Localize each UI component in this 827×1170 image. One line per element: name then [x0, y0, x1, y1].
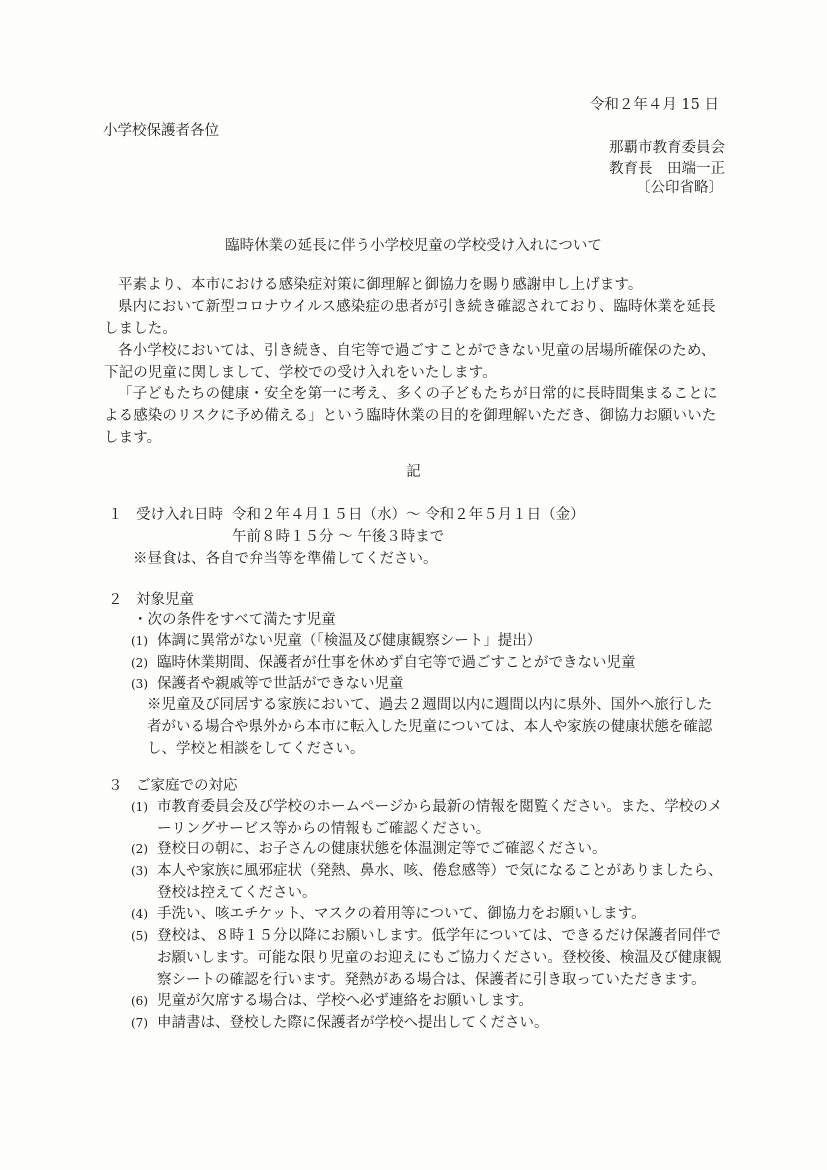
- section-3-item-number: (7): [131, 1016, 148, 1030]
- section-2-item-text: 保護者や親戚等で世話ができない児童: [157, 676, 404, 692]
- intro-paragraph-3: 各小学校においては、引き続き、自宅等で過ごすことができない児童の居場所確保のため、下記の児童に関しまして、学校での受け入れをいたします。: [104, 343, 716, 381]
- section-2-item-number: (3): [131, 677, 148, 691]
- intro-paragraph-4: 「子どもたちの健康・安全を第一に考え、多くの子どもたちが日常的に長時間集まることによる感染のリスクに予め備える」という臨時休業の目的を御理解いただき、御協力お願いいたします。: [104, 386, 718, 446]
- section-2-number: ２: [108, 592, 123, 608]
- ki-marker: 記: [406, 464, 421, 480]
- sender-name: 教育長 田端一正: [609, 161, 725, 177]
- section-1-times: 午前８時１５分 ～ 午後３時まで: [232, 529, 445, 545]
- section-3-item-number: (6): [131, 994, 148, 1008]
- section-3-item-text: 登校は、８時１５分以降にお願いします。低学年については、できるだけ保護者同伴でお願いします。可能な限り児童のお迎えにもご協力ください。登校後、検温及び健康観察シートの確認を行います。発熱がある場合は、保護者に引き取っていただきます。: [157, 928, 722, 988]
- section-3-item-number: (1): [131, 800, 148, 814]
- section-1-dates: 令和２年４月１５日（水）～ 令和２年５月１日（金）: [232, 507, 585, 523]
- section-3-item-number: (2): [131, 842, 148, 856]
- section-3-number: ３: [108, 778, 123, 794]
- section-3-item-text: 本人や家族に風邪症状（発熱、鼻水、咳、倦怠感等）で気になることがありましたら、登校は控えてください。: [157, 863, 723, 901]
- section-3-item-number: (5): [131, 929, 148, 943]
- section-2-lead: ・次の条件をすべて満たす児童: [133, 612, 336, 628]
- section-1-number: １: [108, 507, 123, 523]
- section-2-item-text: 臨時休業期間、保護者が仕事を休めず自宅等で過ごすことができない児童: [157, 655, 636, 671]
- section-2-item-number: (2): [131, 656, 148, 670]
- section-3-item-number: (4): [131, 907, 148, 921]
- intro-paragraph-1: 平素より、本市における感染症対策に御理解と御協力を賜り感謝申し上げます。: [118, 277, 643, 293]
- document-date: 令和２年４月 15 日: [589, 97, 719, 113]
- section-3-item-number: (3): [131, 864, 148, 878]
- document-title: 臨時休業の延長に伴う小学校児童の学校受け入れについて: [225, 238, 602, 254]
- section-2-item-number: (1): [131, 634, 148, 648]
- section-3-item-text: 登校日の朝に、お子さんの健康状態を体温測定等でご確認ください。: [157, 841, 607, 857]
- seal-note: 〔公印省略〕: [636, 180, 723, 196]
- section-2-item-text: 体調に異常がない児童（「検温及び健康観察シート」提出）: [157, 633, 542, 649]
- section-3-item-text: 市教育委員会及び学校のホームページから最新の情報を閲覧ください。また、学校のメーリングサービス等からの情報もご確認ください。: [157, 799, 723, 837]
- section-3-item-text: 手洗い、咳エチケット、マスクの着用等について、御協力をお願いします。: [157, 906, 646, 922]
- section-3-label: ご家庭での対応: [136, 778, 238, 794]
- section-1-label: 受け入れ日時: [136, 507, 223, 523]
- section-1-note: ※昼食は、各自で弁当等を準備してください。: [133, 551, 438, 567]
- section-2-note: ※児童及び同居する家族において、過去２週間以内に週間以内に県外、国外へ旅行した者がいる場合や県外から本市に転入した児童については、本人や家族の健康状態を確認し、学校と相談をしてください。: [147, 697, 713, 757]
- section-2-label: 対象児童: [136, 592, 194, 608]
- sender-organization: 那覇市教育委員会: [609, 140, 725, 156]
- section-3-item-text: 児童が欠席する場合は、学校へ必ず連絡をお願いします。: [157, 993, 533, 1009]
- section-3-item-text: 申請書は、登校した際に保護者が学校へ提出してください。: [157, 1015, 549, 1031]
- addressee: 小学校保護者各位: [103, 123, 219, 139]
- intro-paragraph-2: 県内において新型コロナウイルス感染症の患者が引き続き確認されており、臨時休業を延長しました。: [104, 299, 716, 337]
